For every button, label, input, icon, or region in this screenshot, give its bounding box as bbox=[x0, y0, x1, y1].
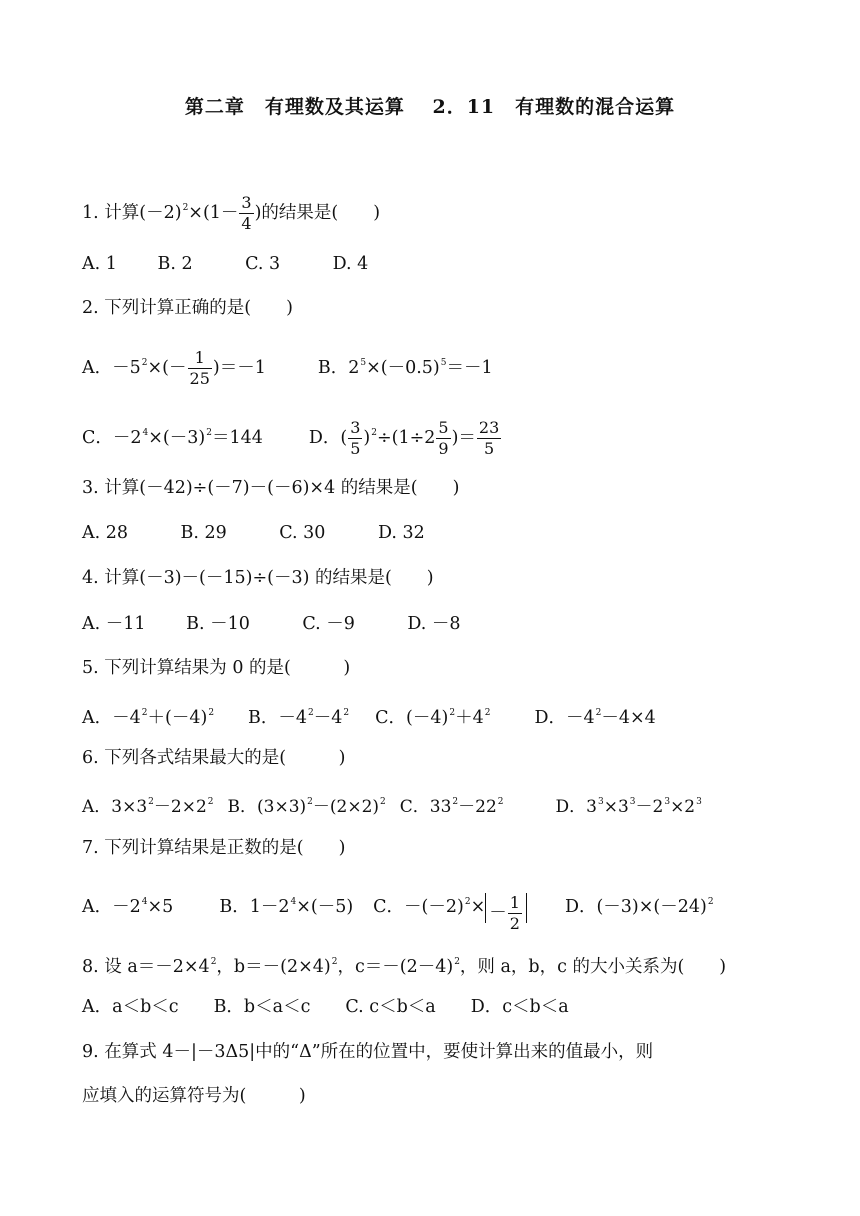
exponent: 2 bbox=[449, 708, 456, 718]
option-d: D．( bbox=[308, 428, 348, 448]
q2-options-ab bbox=[82, 348, 493, 389]
exponent: 3 bbox=[597, 797, 604, 807]
exponent: 2 bbox=[343, 708, 350, 718]
question-8 bbox=[82, 950, 726, 979]
numerator: 5 bbox=[438, 418, 449, 437]
exponent: 2 bbox=[206, 428, 212, 438]
option-d: ÷(1÷2 bbox=[376, 428, 436, 448]
exponent: 5 bbox=[360, 358, 367, 368]
exponent: 3 bbox=[696, 797, 702, 807]
question-9-line-2: 应填入的运算符号为( ) bbox=[82, 1086, 306, 1106]
option-a: ＋(－4) bbox=[147, 708, 208, 728]
numerator: 23 bbox=[478, 418, 500, 437]
option-a: A．－4 bbox=[82, 708, 141, 728]
exponent: 2 bbox=[380, 797, 386, 807]
q1-fraction bbox=[239, 193, 253, 234]
exponent: 2 bbox=[207, 797, 214, 807]
q3-options: A. 28 B. 29 C. 30 D. 32 bbox=[82, 523, 425, 543]
denominator: 2 bbox=[509, 913, 520, 933]
exponent: 2 bbox=[484, 708, 491, 718]
exponent: 5 bbox=[440, 358, 447, 368]
exponent: 2 bbox=[308, 708, 314, 718]
option-d: ) bbox=[363, 428, 371, 448]
q1-text: ×(1－ bbox=[188, 203, 239, 223]
option-c: ＝144 bbox=[211, 428, 263, 448]
exponent: 2 bbox=[371, 428, 377, 438]
option-d: －2 bbox=[635, 797, 664, 817]
fraction bbox=[508, 893, 522, 934]
fraction bbox=[436, 418, 450, 459]
q8-text: ，b＝－(2×4) bbox=[216, 957, 331, 977]
exponent: 2 bbox=[464, 897, 471, 907]
option-c: C．－(－2) bbox=[373, 897, 464, 917]
option-b: B．(3×3) bbox=[227, 797, 307, 817]
option-d: )＝ bbox=[451, 428, 476, 448]
option-b: B．－4 bbox=[248, 708, 308, 728]
denominator: 25 bbox=[189, 369, 210, 388]
option-c: ＋4 bbox=[455, 708, 484, 728]
exponent: 2 bbox=[331, 957, 338, 967]
option-a: A．3×3 bbox=[82, 797, 148, 817]
fraction bbox=[477, 418, 501, 459]
minus-sign: － bbox=[489, 902, 507, 923]
option-d: D．(－3)×(－24) bbox=[564, 897, 707, 917]
option-c: C．－2 bbox=[82, 428, 142, 448]
option-b: ×(－5) bbox=[296, 897, 354, 917]
question-1 bbox=[82, 193, 380, 234]
question-9-line-1: 9. 在算式 4－|－3Δ5|中的“Δ”所在的位置中，要使计算出来的值最小，则 bbox=[82, 1042, 654, 1062]
exponent: 2 bbox=[210, 957, 217, 967]
numerator: 3 bbox=[350, 418, 361, 437]
q8-options: A．a＜b＜c B．b＜a＜c C. c＜b＜a D．c＜b＜a bbox=[82, 997, 569, 1017]
question-5: 5. 下列计算结果为 0 的是( ) bbox=[82, 658, 351, 678]
q7-options bbox=[82, 890, 714, 933]
absolute-value bbox=[485, 892, 527, 933]
question-6: 6. 下列各式结果最大的是( ) bbox=[82, 748, 346, 768]
q8-text: ，则 a，b，c 的大小关系为( ) bbox=[459, 957, 727, 977]
q5-options bbox=[82, 701, 656, 730]
option-c: －22 bbox=[458, 797, 497, 817]
question-7: 7. 下列计算结果是正数的是( ) bbox=[82, 838, 346, 858]
q2-options-cd bbox=[82, 418, 502, 459]
q1-exponent: 2 bbox=[182, 203, 189, 213]
option-c: C．(－4) bbox=[375, 708, 449, 728]
exponent: 2 bbox=[307, 797, 313, 807]
exponent: 4 bbox=[141, 897, 148, 907]
question-3: 3. 计算(－42)÷(－7)－(－6)×4 的结果是( ) bbox=[82, 478, 460, 498]
option-b: ＝－1 bbox=[446, 358, 493, 378]
q1-options: A. 1 B. 2 C. 3 D. 4 bbox=[82, 254, 369, 274]
option-a: A．－5 bbox=[82, 358, 141, 378]
numerator: 1 bbox=[188, 348, 212, 369]
exponent: 3 bbox=[629, 797, 636, 807]
option-a: ×(－ bbox=[147, 358, 187, 378]
exponent: 2 bbox=[707, 897, 714, 907]
option-d: ×2 bbox=[670, 797, 696, 817]
exponent: 2 bbox=[452, 797, 459, 807]
option-a: )＝－1 bbox=[212, 358, 266, 378]
numerator: 1 bbox=[509, 892, 520, 912]
question-4: 4. 计算(－3)－(－15)÷(－3) 的结果是( ) bbox=[82, 568, 434, 588]
option-a: A．－2 bbox=[82, 897, 141, 917]
option-a: －2×2 bbox=[153, 797, 207, 817]
fraction bbox=[348, 418, 362, 459]
exponent: 2 bbox=[454, 957, 460, 967]
option-c: × bbox=[470, 897, 486, 917]
denominator: 9 bbox=[438, 439, 449, 458]
option-d: －4×4 bbox=[601, 708, 656, 728]
option-c: C．33 bbox=[399, 797, 452, 817]
q4-options: A. －11 B. －10 C. －9 D. －8 bbox=[82, 614, 461, 634]
option-b: －(2×2) bbox=[312, 797, 380, 817]
option-d: D．3 bbox=[555, 797, 597, 817]
option-b: ×(－0.5) bbox=[366, 358, 440, 378]
option-d: ×3 bbox=[603, 797, 629, 817]
q8-text: 8. 设 a＝－2×4 bbox=[82, 957, 210, 977]
exponent: 2 bbox=[141, 708, 148, 718]
fraction bbox=[188, 348, 212, 389]
exponent: 4 bbox=[142, 428, 149, 438]
option-c: ×(－3) bbox=[148, 428, 206, 448]
option-a: ×5 bbox=[147, 897, 174, 917]
question-2: 2. 下列计算正确的是( ) bbox=[82, 298, 293, 318]
exponent: 4 bbox=[290, 897, 297, 907]
option-d: D．－4 bbox=[534, 708, 595, 728]
exponent: 2 bbox=[208, 708, 215, 718]
numerator: 3 bbox=[241, 193, 252, 212]
q8-text: ，c＝－(2－4) bbox=[337, 957, 454, 977]
exponent: 3 bbox=[664, 797, 671, 807]
exponent: 2 bbox=[497, 797, 504, 807]
option-b: B．2 bbox=[317, 358, 360, 378]
denominator: 5 bbox=[350, 439, 361, 458]
q6-options bbox=[82, 790, 702, 819]
q1-text: 1. 计算(－2) bbox=[82, 203, 182, 223]
exponent: 2 bbox=[595, 708, 602, 718]
q1-text: )的结果是( ) bbox=[254, 203, 381, 223]
exponent: 2 bbox=[148, 797, 154, 807]
option-b: －4 bbox=[313, 708, 343, 728]
denominator: 5 bbox=[483, 439, 495, 458]
page-title: 第二章 有理数及其运算 2．11 有理数的混合运算 bbox=[184, 96, 676, 118]
exponent: 2 bbox=[141, 358, 148, 368]
denominator: 4 bbox=[241, 214, 252, 233]
option-b: B．1－2 bbox=[219, 897, 290, 917]
